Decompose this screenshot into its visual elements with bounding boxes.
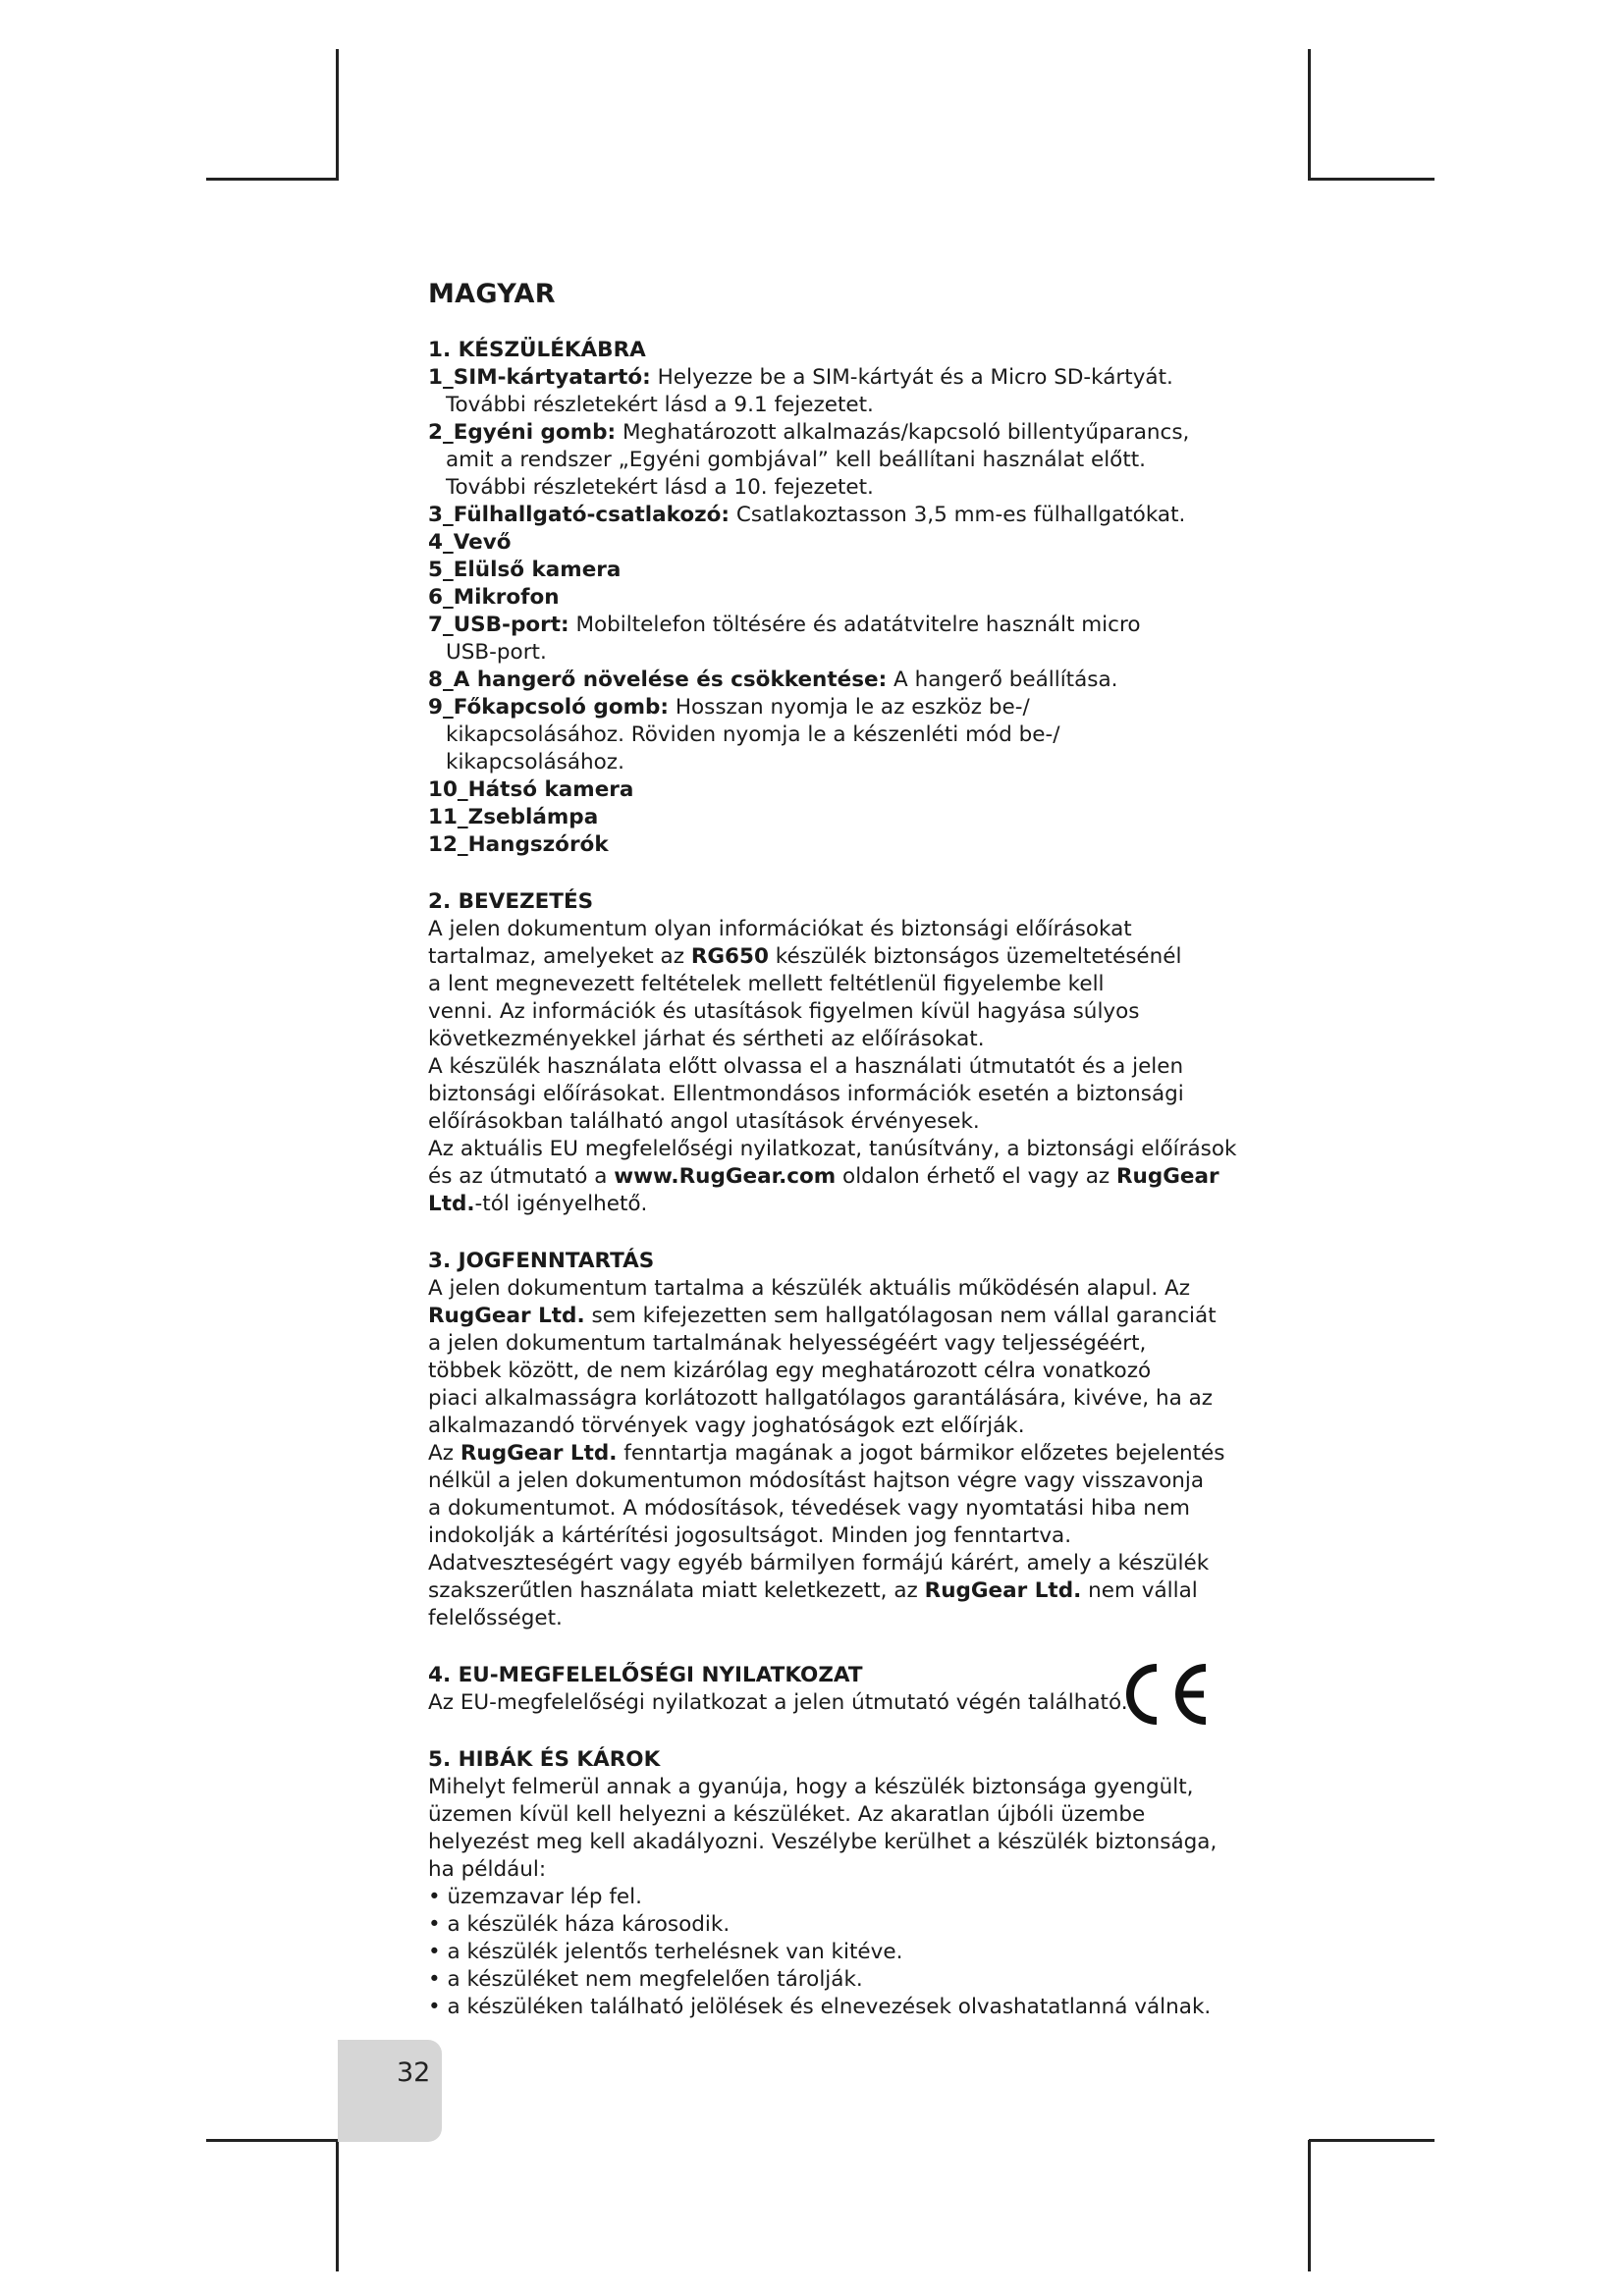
section-introduction <box>428 888 1237 1218</box>
website-link: www.RugGear.com <box>614 1164 837 1189</box>
bullet-item: • a készüléken található jelölések és elnevezések olvashatatlanná válnak. <box>428 1995 1212 2019</box>
bullet-list <box>428 1884 1212 2021</box>
device-part-description: kikapcsolásához. <box>446 750 624 774</box>
device-parts-list <box>428 364 1204 859</box>
page-number-tab <box>338 2040 442 2142</box>
text-line: A jelen dokumentum olyan információkat és biztonsági előírásokat <box>428 917 1132 941</box>
text-line: alkalmazandó törvények vagy joghatóságok ezt előírják. <box>428 1414 1025 1438</box>
section-faults-damages <box>428 1746 1218 2021</box>
text-line: tartalmaz, amelyeket az RG650 készülék biztonságos üzemeltetésénél <box>428 944 1182 969</box>
crop-mark-top-left-h <box>206 178 338 181</box>
device-part-label: 12_Hangszórók <box>428 832 609 857</box>
device-part-item <box>428 584 1204 612</box>
device-part-item: 8_A hangerő növelése és csökkentése: A hangerő beállítása. <box>428 667 1118 692</box>
device-part-label: 10_Hátsó kamera <box>428 777 634 802</box>
section-heading: 3. JOGFENNTARTÁS <box>428 1249 655 1273</box>
text-line: Mihelyt felmerül annak a gyanúja, hogy a készülék biztonsága gyengült, <box>428 1775 1194 1799</box>
text-line: előírásokban található angol utasítások érvényesek. <box>428 1109 980 1134</box>
device-part-item: 9_Főkapcsoló gomb: Hosszan nyomja le az eszköz be-/ <box>428 695 1030 720</box>
crop-mark-bottom-right-v <box>1308 2140 1311 2271</box>
text-line: a jelen dokumentum tartalmának helyességéért vagy teljességéért, <box>428 1331 1147 1356</box>
text-line: biztonsági előírásokat. Ellentmondásos információk esetén a biztonsági <box>428 1082 1184 1106</box>
device-part-label: 3_Fülhallgató-csatlakozó: <box>428 503 731 527</box>
device-part-label: 5_Elülső kamera <box>428 558 622 582</box>
text-line: indokolják a kártérítési jogosultságot. Minden jog fenntartva. <box>428 1523 1072 1548</box>
device-part-label: 4_Vevő <box>428 530 512 555</box>
device-part-item: 3_Fülhallgató-csatlakozó: Csatlakoztasson 3,5 mm-es fülhallgatókat. <box>428 503 1186 527</box>
text-line: Ltd.-tól igényelhető. <box>428 1192 648 1216</box>
device-part-label: 9_Főkapcsoló gomb: <box>428 695 669 720</box>
text-line: a dokumentumot. A módosítások, tévedések vagy nyomtatási hiba nem <box>428 1496 1190 1521</box>
text-line: nélkül a jelen dokumentumon módosítást hajtson végre vagy visszavonja <box>428 1468 1205 1493</box>
text-line: többek között, de nem kizárólag egy meghatározott célra vonatkozó <box>428 1359 1152 1383</box>
crop-mark-top-left-v <box>336 49 339 181</box>
crop-mark-bottom-left-v <box>336 2140 339 2271</box>
text-line: és az útmutató a www.RugGear.com oldalon érhető el vagy az RugGear <box>428 1164 1219 1189</box>
text-line: Az RugGear Ltd. fenntartja magának a jogot bármikor előzetes bejelentés <box>428 1441 1225 1466</box>
device-part-item <box>428 529 1204 557</box>
device-part-label: 1_SIM-kártyatartó: <box>428 365 651 390</box>
device-part-description: További részletekért lásd a 10. fejezetet. <box>446 475 874 500</box>
text-line: következményekkel járhat és sértheti az előírásokat. <box>428 1027 985 1051</box>
bullet-item: • a készülék háza károsodik. <box>428 1912 731 1937</box>
bullet-item: • üzemzavar lép fel. <box>428 1885 642 1909</box>
text-line: Az aktuális EU megfelelőségi nyilatkozat, tanúsítvány, a biztonsági előírások <box>428 1137 1237 1161</box>
device-part-item: 1_SIM-kártyatartó: Helyezze be a SIM-kártyát és a Micro SD-kártyát. <box>428 365 1173 390</box>
text-line: piaci alkalmasságra korlátozott hallgatólagos garantálására, kivéve, ha az <box>428 1386 1214 1411</box>
text-line: A készülék használata előtt olvassa el a használati útmutatót és a jelen <box>428 1054 1184 1079</box>
text-line: Adatveszteségért vagy egyéb bármilyen formájú kárért, amely a készülék <box>428 1551 1210 1575</box>
text-line: Az EU-megfelelőségi nyilatkozat a jelen útmutató végén található. <box>428 1690 1128 1715</box>
device-part-item: 2_Egyéni gomb: Meghatározott alkalmazás/kapcsoló billentyűparancs, <box>428 420 1190 445</box>
device-part-item <box>428 776 1204 804</box>
ce-mark-icon <box>1117 1662 1212 1727</box>
crop-mark-bottom-left-h <box>206 2139 338 2142</box>
device-part-label: 6_Mikrofon <box>428 585 560 610</box>
model-name: RG650 <box>690 944 769 969</box>
language-title: MAGYAR <box>428 279 556 309</box>
device-part-label: 2_Egyéni gomb: <box>428 420 617 445</box>
document-content <box>428 279 1237 2051</box>
page-number: 32 <box>397 2057 431 2088</box>
text-line: A jelen dokumentum tartalma a készülék aktuális működésén alapul. Az <box>428 1276 1190 1301</box>
device-part-item <box>428 831 1204 859</box>
device-part-description: amit a rendszer „Egyéni gombjával” kell beállítani használat előtt. <box>446 448 1147 472</box>
device-part-item: 7_USB-port: Mobiltelefon töltésére és adatátvitelre használt micro <box>428 613 1141 637</box>
crop-mark-top-right-h <box>1309 178 1435 181</box>
crop-mark-bottom-right-h <box>1309 2139 1435 2142</box>
section-copyright <box>428 1248 1225 1632</box>
device-part-item <box>428 804 1204 831</box>
section-device-diagram <box>428 337 1204 859</box>
device-part-label: 11_Zseblámpa <box>428 805 599 829</box>
crop-mark-top-right-v <box>1308 49 1311 181</box>
section-heading: 5. HIBÁK ÉS KÁROK <box>428 1747 661 1772</box>
text-line: RugGear Ltd. sem kifejezetten sem hallgatólagosan nem vállal garanciát <box>428 1304 1217 1328</box>
text-line: ha például: <box>428 1857 547 1882</box>
device-part-label: 8_A hangerő növelése és csökkentése: <box>428 667 888 692</box>
bullet-item: • a készüléket nem megfelelően tárolják. <box>428 1967 863 1992</box>
text-line: helyezést meg kell akadályozni. Veszélybe kerülhet a készülék biztonsága, <box>428 1830 1218 1854</box>
section-eu-declaration <box>428 1662 1204 1717</box>
device-part-item <box>428 557 1204 584</box>
section-heading: 1. KÉSZÜLÉKÁBRA <box>428 338 646 362</box>
text-line: a lent megnevezett feltételek mellett feltétlenül figyelembe kell <box>428 972 1105 996</box>
text-line: venni. Az információk és utasítások figyelmen kívül hagyása súlyos <box>428 999 1140 1024</box>
section-heading: 4. EU-MEGFELELŐSÉGI NYILATKOZAT <box>428 1663 863 1687</box>
bullet-item: • a készülék jelentős terhelésnek van kitéve. <box>428 1940 903 1964</box>
text-line: szakszerűtlen használata miatt keletkezett, az RugGear Ltd. nem vállal <box>428 1578 1198 1603</box>
section-heading: 2. BEVEZETÉS <box>428 889 594 914</box>
text-line: üzemen kívül kell helyezni a készüléket. Az akaratlan újbóli üzembe <box>428 1802 1146 1827</box>
device-part-description: USB-port. <box>446 640 547 665</box>
device-part-description: kikapcsolásához. Röviden nyomja le a készenléti mód be-/ <box>446 722 1060 747</box>
device-part-description: További részletekért lásd a 9.1 fejezetet. <box>446 393 874 417</box>
device-part-label: 7_USB-port: <box>428 613 569 637</box>
text-line: felelősséget. <box>428 1606 563 1630</box>
